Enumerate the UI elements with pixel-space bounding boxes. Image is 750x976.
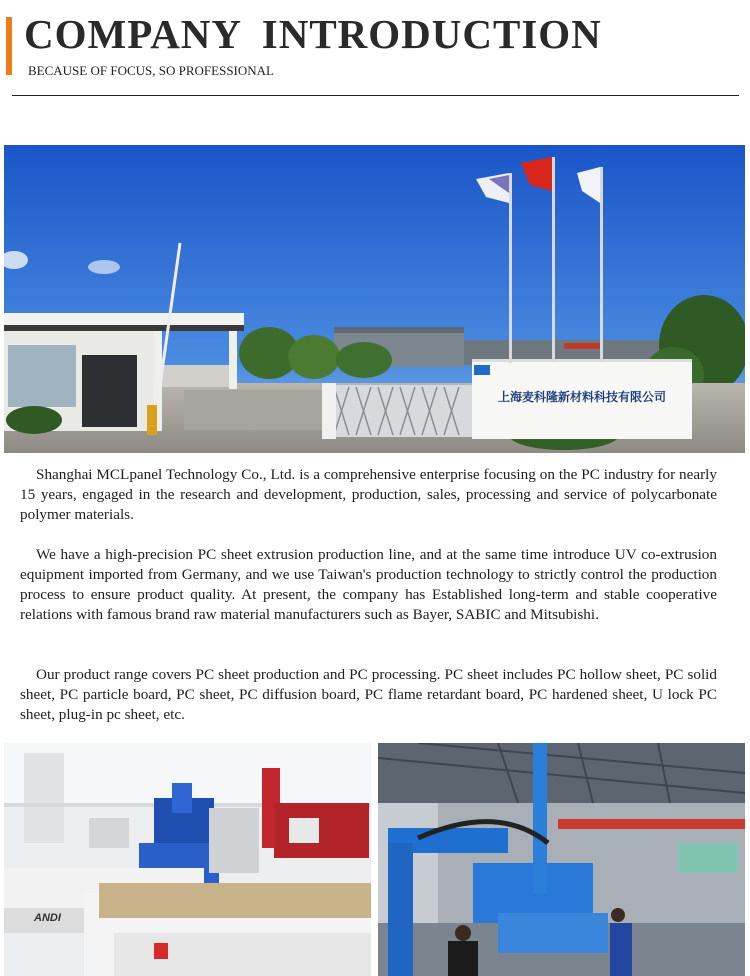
paragraph-text: We have a high-precision PC sheet extrusion production line, and at the same time introduce UV co-extrusion equipment imported from Germany, and we use Taiwan's production technology to strictly control the production process to ensure product quality. At present, the company has Established long-term and stable cooperative relations with famous brand raw material manufacturers such as Bayer, SABIC and Mitsubishi.	[20, 546, 717, 623]
paragraph-text: Our product range covers PC sheet production and PC processing. PC sheet includes PC hollow sheet, PC solid sheet, PC particle board, PC sheet, PC diffusion board, PC flame retardant board, PC hardened sheet, U lock PC sheet, plug-in pc sheet, etc.	[20, 666, 717, 723]
header-divider	[12, 95, 739, 96]
company-sign: 上海麦科隆新材料科技有限公司	[497, 390, 667, 404]
paragraph-text: Shanghai MCLpanel Technology Co., Ltd. is a comprehensive enterprise focusing on the PC industry for nearly 15 years, engaged in the research and development, production, sales, processing and service of polycarbonate polymer materials.	[20, 466, 717, 523]
accent-bar	[6, 17, 12, 75]
section-header	[0, 0, 750, 100]
intro-paragraph-3	[20, 665, 717, 725]
intro-paragraph-2	[20, 545, 717, 625]
page-title: COMPANY INTRODUCTION	[24, 11, 602, 57]
factory-gate-photo	[4, 145, 745, 453]
intro-paragraph-1	[20, 465, 717, 525]
machine-brand-label: ANDI	[34, 912, 61, 924]
production-line-photo	[378, 743, 745, 976]
page-subtitle: BECAUSE OF FOCUS, SO PROFESSIONAL	[28, 63, 274, 78]
cnc-workshop-photo	[4, 743, 371, 976]
